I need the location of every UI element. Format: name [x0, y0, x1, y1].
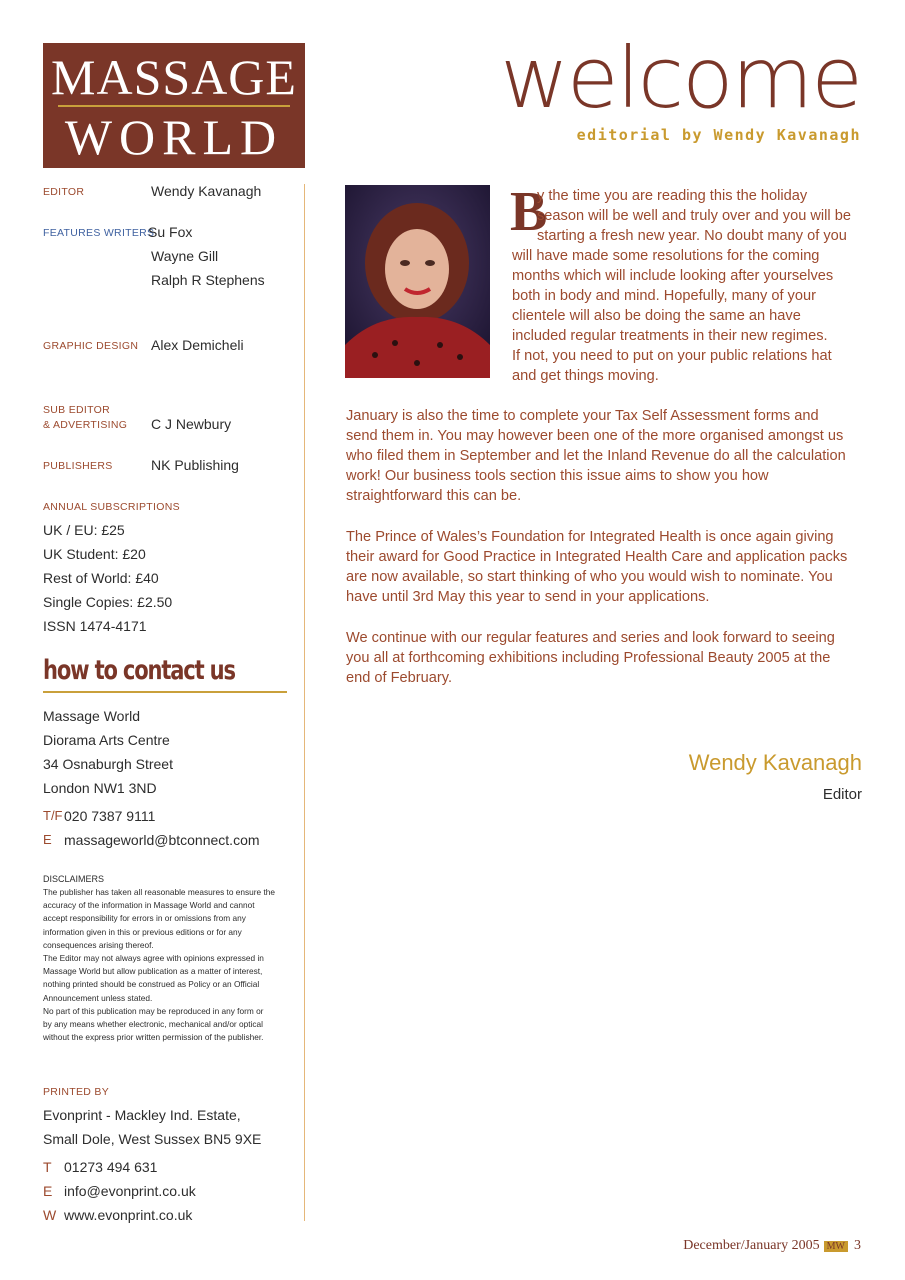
- publishers-label: PUBLISHERS: [43, 460, 113, 472]
- subscription-item: Rest of World: £40: [43, 570, 159, 586]
- editor-photo: [345, 185, 490, 378]
- address-line: 34 Osnaburgh Street: [43, 756, 173, 772]
- subscription-item: UK / EU: £25: [43, 522, 125, 538]
- article-line: you all at forthcoming exhibitions including Professional Beauty 2005 at the: [346, 650, 831, 666]
- disclaimer-line: information given in this or previous editions or for any: [43, 926, 242, 937]
- printer-email-label: E: [43, 1183, 53, 1199]
- disclaimer-line: accuracy of the information in Massage World and cannot: [43, 900, 255, 911]
- publishers-name: NK Publishing: [151, 457, 239, 473]
- disclaimer-line: consequences arising thereof.: [43, 939, 154, 950]
- article-line: both in body and mind. Hopefully, many of your: [512, 288, 816, 304]
- article-line: starting a fresh new year. No doubt many of you: [537, 228, 847, 244]
- editorial-byline: editorial by Wendy Kavanagh: [576, 126, 861, 144]
- printer-phone-label: T: [43, 1159, 52, 1175]
- disclaimer-line: without the express prior written permission of the publisher.: [43, 1032, 264, 1043]
- article-line: their award for Good Practice in Integrated Health Care and application packs: [346, 549, 848, 565]
- disclaimer-line: accept responsibility for errors in or omissions from any: [43, 913, 246, 924]
- article-line: who filed them in September and let the Inland Revenue do all the calculation: [346, 448, 846, 464]
- editor-name: Wendy Kavanagh: [151, 183, 262, 199]
- article-line: send them in. You may however been one of the more organised amongst us: [346, 428, 844, 444]
- contact-heading: how to contact us: [43, 655, 235, 686]
- printer-web-label: W: [43, 1207, 57, 1223]
- sub-editor-name: C J Newbury: [151, 416, 232, 432]
- subscriptions-label: ANNUAL SUBSCRIPTIONS: [43, 501, 180, 513]
- mw-badge: MW: [824, 1241, 848, 1252]
- sub-editor-label: SUB EDITOR: [43, 404, 110, 416]
- disclaimer-line: nothing printed should be construed as Policy or an Official: [43, 979, 260, 990]
- article-line: season will be well and truly over and you will be: [537, 208, 851, 224]
- printer-phone[interactable]: 01273 494 631: [64, 1159, 158, 1175]
- article-line: are now available, so start thinking of who you would wish to nominate. You: [346, 569, 833, 585]
- subscription-item: UK Student: £20: [43, 546, 146, 562]
- article-line: The Prince of Wales’s Foundation for Integrated Health is once again giving: [346, 529, 834, 545]
- graphic-design-label: GRAPHIC DESIGN: [43, 340, 139, 352]
- printer-email[interactable]: info@evonprint.co.uk: [64, 1183, 196, 1199]
- graphic-designer: Alex Demicheli: [151, 337, 244, 353]
- article-line: straightforward this can be.: [346, 488, 522, 504]
- article-line: clientele will also be doing the same an have: [512, 308, 801, 324]
- printer-address: Evonprint - Mackley Ind. Estate,: [43, 1107, 241, 1123]
- sidebar-divider: [304, 184, 305, 1221]
- article-line: will have made some resolutions for the coming: [512, 248, 820, 264]
- signature-name: Wendy Kavanagh: [688, 750, 862, 775]
- email-label: E: [43, 832, 52, 847]
- logo-line-2: WORLD: [64, 109, 284, 165]
- printer-address: Small Dole, West Sussex BN5 9XE: [43, 1131, 262, 1147]
- printed-by-label: PRINTED BY: [43, 1086, 110, 1098]
- features-writer: Wayne Gill: [151, 248, 219, 264]
- phone-number[interactable]: 020 7387 9111: [64, 808, 156, 824]
- address-line: Diorama Arts Centre: [43, 732, 170, 748]
- signature-title: Editor: [822, 786, 862, 803]
- article-line: have until 3rd May this year to send in your applications.: [346, 589, 710, 605]
- features-writer: Su Fox: [148, 224, 193, 240]
- article-line: If not, you need to put on your public relations hat: [512, 348, 832, 364]
- magazine-logo: [43, 43, 305, 168]
- editor-label: EDITOR: [43, 186, 85, 198]
- disclaimer-line: No part of this publication may be reproduced in any form or: [43, 1005, 264, 1016]
- issn: ISSN 1474-4171: [43, 618, 147, 634]
- issue-date: December/January 2005: [683, 1238, 820, 1253]
- page-number: 3: [854, 1238, 861, 1253]
- printer-website[interactable]: www.evonprint.co.uk: [64, 1207, 193, 1223]
- disclaimer-line: The Editor may not always agree with opinions expressed in: [43, 953, 264, 964]
- features-writer: Ralph R Stephens: [151, 272, 265, 288]
- logo-line-1: MASSAGE: [51, 49, 297, 105]
- article-line: end of February.: [346, 670, 452, 686]
- subscription-item: Single Copies: £2.50: [43, 594, 173, 610]
- address-line: Massage World: [43, 708, 141, 724]
- advertising-label: & ADVERTISING: [43, 419, 128, 431]
- disclaimer-line: Massage World but allow publication as a matter of interest,: [43, 966, 263, 977]
- article-line: We continue with our regular features and series and look forward to seeing: [346, 630, 835, 646]
- article-line: y the time you are reading this the holiday: [537, 188, 808, 204]
- disclaimers-text: [43, 886, 298, 1044]
- article-line: and get things moving.: [512, 368, 659, 384]
- disclaimers-heading: DISCLAIMERS: [43, 874, 105, 884]
- email-link[interactable]: massageworld@btconnect.com: [64, 832, 260, 848]
- features-writers-label: FEATURES WRITERS: [43, 227, 155, 239]
- article-line: months which will include looking after yourselves: [512, 268, 834, 284]
- page-title: welcome: [500, 29, 861, 127]
- address-line: London NW1 3ND: [43, 780, 157, 796]
- disclaimer-line: Announcement unless stated.: [43, 992, 153, 1003]
- disclaimer-line: by any means whether electronic, mechanical and/or optical: [43, 1019, 263, 1030]
- phone-label: T/F: [43, 808, 63, 823]
- article-line: included regular treatments in their new regimes.: [512, 328, 828, 344]
- article-line: January is also the time to complete your Tax Self Assessment forms and: [346, 408, 819, 424]
- disclaimer-line: The publisher has taken all reasonable measures to ensure the: [43, 887, 275, 897]
- article-line: work! Our business tools section this issue aims to show you how: [346, 468, 769, 484]
- page-footer: [683, 1238, 861, 1254]
- drop-cap: B: [510, 181, 548, 243]
- contact-divider: [43, 691, 287, 693]
